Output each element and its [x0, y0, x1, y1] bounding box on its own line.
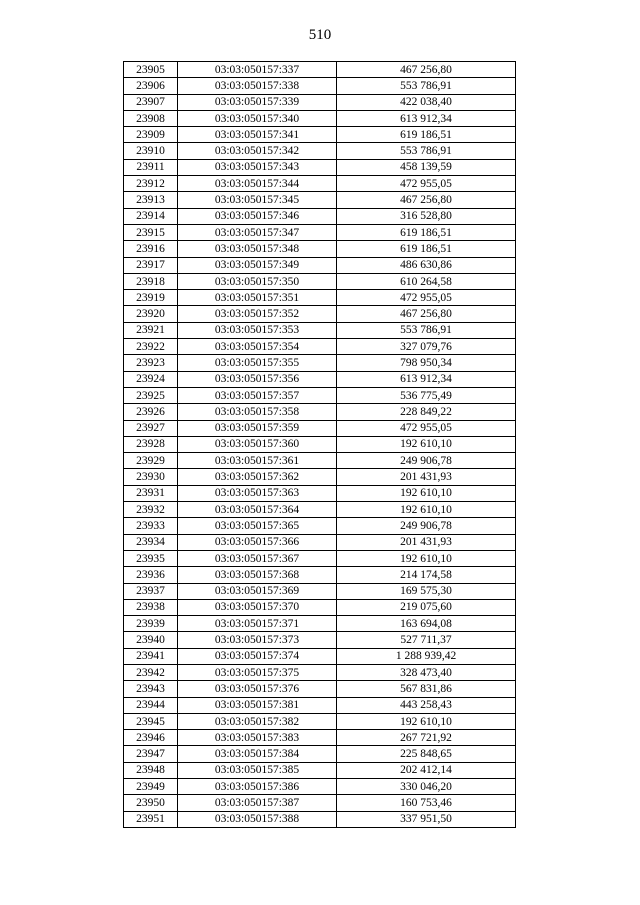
cadastral-number-cell: 03:03:050157:345: [178, 192, 337, 208]
cadastral-value-cell: 472 955,05: [337, 290, 516, 306]
cadastral-number-cell: 03:03:050157:364: [178, 502, 337, 518]
table-row: [124, 371, 516, 387]
cadastral-number-cell: 03:03:050157:356: [178, 371, 337, 387]
cadastral-number-cell: 03:03:050157:381: [178, 697, 337, 713]
cadastral-value-cell: 467 256,80: [337, 62, 516, 78]
cadastral-value-cell: 219 075,60: [337, 599, 516, 615]
row-number-cell: 23909: [124, 127, 178, 143]
cadastral-value-cell: 553 786,91: [337, 322, 516, 338]
cadastral-value-cell: 553 786,91: [337, 143, 516, 159]
cadastral-value-cell: 192 610,10: [337, 713, 516, 729]
table-row: [124, 502, 516, 518]
table-row: [124, 322, 516, 338]
table-row: [124, 518, 516, 534]
cadastral-value-cell: 467 256,80: [337, 306, 516, 322]
table-row: [124, 436, 516, 452]
cadastral-number-cell: 03:03:050157:349: [178, 257, 337, 273]
table-row: [124, 632, 516, 648]
cadastral-number-cell: 03:03:050157:361: [178, 453, 337, 469]
table-row: [124, 550, 516, 566]
cadastral-number-cell: 03:03:050157:346: [178, 208, 337, 224]
row-number-cell: 23916: [124, 241, 178, 257]
cadastral-value-cell: 443 258,43: [337, 697, 516, 713]
table-row: [124, 224, 516, 240]
table-row: [124, 648, 516, 664]
row-number-cell: 23941: [124, 648, 178, 664]
cadastral-value-cell: 192 610,10: [337, 502, 516, 518]
table-row: [124, 779, 516, 795]
cadastral-number-cell: 03:03:050157:376: [178, 681, 337, 697]
row-number-cell: 23919: [124, 290, 178, 306]
cadastral-number-cell: 03:03:050157:357: [178, 387, 337, 403]
cadastral-number-cell: 03:03:050157:366: [178, 534, 337, 550]
cadastral-number-cell: 03:03:050157:347: [178, 224, 337, 240]
table-row: [124, 143, 516, 159]
row-number-cell: 23931: [124, 485, 178, 501]
row-number-cell: 23945: [124, 713, 178, 729]
cadastral-value-cell: 169 575,30: [337, 583, 516, 599]
table-row: [124, 404, 516, 420]
table-row: [124, 697, 516, 713]
row-number-cell: 23920: [124, 306, 178, 322]
cadastral-value-cell: 553 786,91: [337, 78, 516, 94]
table-row: [124, 62, 516, 78]
cadastral-number-cell: 03:03:050157:367: [178, 550, 337, 566]
cadastral-value-cell: 330 046,20: [337, 779, 516, 795]
row-number-cell: 23924: [124, 371, 178, 387]
row-number-cell: 23907: [124, 94, 178, 110]
cadastral-number-cell: 03:03:050157:358: [178, 404, 337, 420]
row-number-cell: 23925: [124, 387, 178, 403]
cadastral-number-cell: 03:03:050157:338: [178, 78, 337, 94]
cadastral-number-cell: 03:03:050157:337: [178, 62, 337, 78]
row-number-cell: 23940: [124, 632, 178, 648]
cadastral-value-cell: 458 139,59: [337, 159, 516, 175]
row-number-cell: 23944: [124, 697, 178, 713]
cadastral-number-cell: 03:03:050157:341: [178, 127, 337, 143]
table-row: [124, 127, 516, 143]
row-number-cell: 23934: [124, 534, 178, 550]
row-number-cell: 23946: [124, 730, 178, 746]
cadastral-value-cell: 249 906,78: [337, 518, 516, 534]
table-row: [124, 159, 516, 175]
table-row: [124, 730, 516, 746]
cadastral-value-cell: 1 288 939,42: [337, 648, 516, 664]
table-body: [124, 62, 516, 828]
table-row: [124, 273, 516, 289]
row-number-cell: 23928: [124, 436, 178, 452]
cadastral-number-cell: 03:03:050157:351: [178, 290, 337, 306]
table-row: [124, 583, 516, 599]
cadastral-value-cell: 536 775,49: [337, 387, 516, 403]
table-row: [124, 746, 516, 762]
row-number-cell: 23948: [124, 762, 178, 778]
cadastral-number-cell: 03:03:050157:363: [178, 485, 337, 501]
cadastral-number-cell: 03:03:050157:374: [178, 648, 337, 664]
table-row: [124, 192, 516, 208]
cadastral-value-cell: 337 951,50: [337, 811, 516, 827]
table-row: [124, 355, 516, 371]
row-number-cell: 23936: [124, 567, 178, 583]
cadastral-value-cell: 328 473,40: [337, 664, 516, 680]
cadastral-value-cell: 214 174,58: [337, 567, 516, 583]
table-row: [124, 485, 516, 501]
cadastral-number-cell: 03:03:050157:383: [178, 730, 337, 746]
row-number-cell: 23932: [124, 502, 178, 518]
row-number-cell: 23937: [124, 583, 178, 599]
cadastral-value-cell: 201 431,93: [337, 534, 516, 550]
cadastral-value-cell: 316 528,80: [337, 208, 516, 224]
cadastral-value-cell: 798 950,34: [337, 355, 516, 371]
table-row: [124, 599, 516, 615]
table-row: [124, 306, 516, 322]
row-number-cell: 23943: [124, 681, 178, 697]
table-row: [124, 176, 516, 192]
cadastral-value-cell: 225 848,65: [337, 746, 516, 762]
cadastral-number-cell: 03:03:050157:339: [178, 94, 337, 110]
row-number-cell: 23939: [124, 616, 178, 632]
cadastral-number-cell: 03:03:050157:373: [178, 632, 337, 648]
row-number-cell: 23949: [124, 779, 178, 795]
cadastral-value-cell: 202 412,14: [337, 762, 516, 778]
cadastral-number-cell: 03:03:050157:340: [178, 110, 337, 126]
cadastral-number-cell: 03:03:050157:384: [178, 746, 337, 762]
cadastral-value-cell: 619 186,51: [337, 127, 516, 143]
cadastral-value-cell: 192 610,10: [337, 485, 516, 501]
table-row: [124, 616, 516, 632]
row-number-cell: 23913: [124, 192, 178, 208]
table-row: [124, 795, 516, 811]
cadastral-number-cell: 03:03:050157:359: [178, 420, 337, 436]
cadastral-number-cell: 03:03:050157:375: [178, 664, 337, 680]
row-number-cell: 23950: [124, 795, 178, 811]
cadastral-value-cell: 527 711,37: [337, 632, 516, 648]
cadastral-value-cell: 228 849,22: [337, 404, 516, 420]
cadastral-value-cell: 201 431,93: [337, 469, 516, 485]
row-number-cell: 23923: [124, 355, 178, 371]
cadastral-value-cell: 610 264,58: [337, 273, 516, 289]
row-number-cell: 23933: [124, 518, 178, 534]
cadastral-value-cell: 160 753,46: [337, 795, 516, 811]
cadastral-number-cell: 03:03:050157:388: [178, 811, 337, 827]
row-number-cell: 23911: [124, 159, 178, 175]
cadastral-number-cell: 03:03:050157:354: [178, 339, 337, 355]
cadastral-number-cell: 03:03:050157:350: [178, 273, 337, 289]
cadastral-number-cell: 03:03:050157:344: [178, 176, 337, 192]
cadastral-number-cell: 03:03:050157:385: [178, 762, 337, 778]
cadastral-value-cell: 249 906,78: [337, 453, 516, 469]
cadastral-value-cell: 613 912,34: [337, 110, 516, 126]
table-row: [124, 208, 516, 224]
row-number-cell: 23926: [124, 404, 178, 420]
cadastral-number-cell: 03:03:050157:353: [178, 322, 337, 338]
cadastral-value-table: [123, 61, 516, 828]
table-row: [124, 241, 516, 257]
table-row: [124, 567, 516, 583]
cadastral-number-cell: 03:03:050157:370: [178, 599, 337, 615]
table-row: [124, 339, 516, 355]
table-row: [124, 713, 516, 729]
cadastral-value-cell: 567 831,86: [337, 681, 516, 697]
row-number-cell: 23906: [124, 78, 178, 94]
row-number-cell: 23917: [124, 257, 178, 273]
row-number-cell: 23929: [124, 453, 178, 469]
row-number-cell: 23951: [124, 811, 178, 827]
cadastral-number-cell: 03:03:050157:369: [178, 583, 337, 599]
cadastral-value-cell: 472 955,05: [337, 420, 516, 436]
row-number-cell: 23912: [124, 176, 178, 192]
cadastral-number-cell: 03:03:050157:386: [178, 779, 337, 795]
table-row: [124, 420, 516, 436]
row-number-cell: 23921: [124, 322, 178, 338]
table-row: [124, 387, 516, 403]
cadastral-number-cell: 03:03:050157:362: [178, 469, 337, 485]
row-number-cell: 23930: [124, 469, 178, 485]
cadastral-value-cell: 472 955,05: [337, 176, 516, 192]
table-row: [124, 94, 516, 110]
cadastral-value-cell: 486 630,86: [337, 257, 516, 273]
table-row: [124, 811, 516, 827]
cadastral-number-cell: 03:03:050157:348: [178, 241, 337, 257]
cadastral-number-cell: 03:03:050157:352: [178, 306, 337, 322]
row-number-cell: 23905: [124, 62, 178, 78]
cadastral-number-cell: 03:03:050157:371: [178, 616, 337, 632]
table-row: [124, 290, 516, 306]
cadastral-number-cell: 03:03:050157:387: [178, 795, 337, 811]
table-row: [124, 762, 516, 778]
table-row: [124, 257, 516, 273]
cadastral-value-cell: 163 694,08: [337, 616, 516, 632]
cadastral-value-cell: 619 186,51: [337, 241, 516, 257]
table-row: [124, 110, 516, 126]
table-row: [124, 453, 516, 469]
row-number-cell: 23938: [124, 599, 178, 615]
cadastral-value-cell: 192 610,10: [337, 436, 516, 452]
row-number-cell: 23947: [124, 746, 178, 762]
row-number-cell: 23908: [124, 110, 178, 126]
cadastral-value-cell: 422 038,40: [337, 94, 516, 110]
cadastral-value-cell: 613 912,34: [337, 371, 516, 387]
row-number-cell: 23942: [124, 664, 178, 680]
table-row: [124, 664, 516, 680]
row-number-cell: 23910: [124, 143, 178, 159]
table-row: [124, 681, 516, 697]
cadastral-value-cell: 267 721,92: [337, 730, 516, 746]
cadastral-number-cell: 03:03:050157:360: [178, 436, 337, 452]
cadastral-number-cell: 03:03:050157:342: [178, 143, 337, 159]
cadastral-number-cell: 03:03:050157:365: [178, 518, 337, 534]
row-number-cell: 23915: [124, 224, 178, 240]
cadastral-value-cell: 467 256,80: [337, 192, 516, 208]
cadastral-number-cell: 03:03:050157:368: [178, 567, 337, 583]
cadastral-value-cell: 192 610,10: [337, 550, 516, 566]
row-number-cell: 23914: [124, 208, 178, 224]
table-row: [124, 469, 516, 485]
row-number-cell: 23927: [124, 420, 178, 436]
row-number-cell: 23918: [124, 273, 178, 289]
cadastral-number-cell: 03:03:050157:382: [178, 713, 337, 729]
cadastral-value-cell: 619 186,51: [337, 224, 516, 240]
row-number-cell: 23935: [124, 550, 178, 566]
table-row: [124, 78, 516, 94]
page-number: 510: [308, 27, 332, 43]
cadastral-number-cell: 03:03:050157:343: [178, 159, 337, 175]
table-row: [124, 534, 516, 550]
row-number-cell: 23922: [124, 339, 178, 355]
cadastral-number-cell: 03:03:050157:355: [178, 355, 337, 371]
cadastral-value-cell: 327 079,76: [337, 339, 516, 355]
